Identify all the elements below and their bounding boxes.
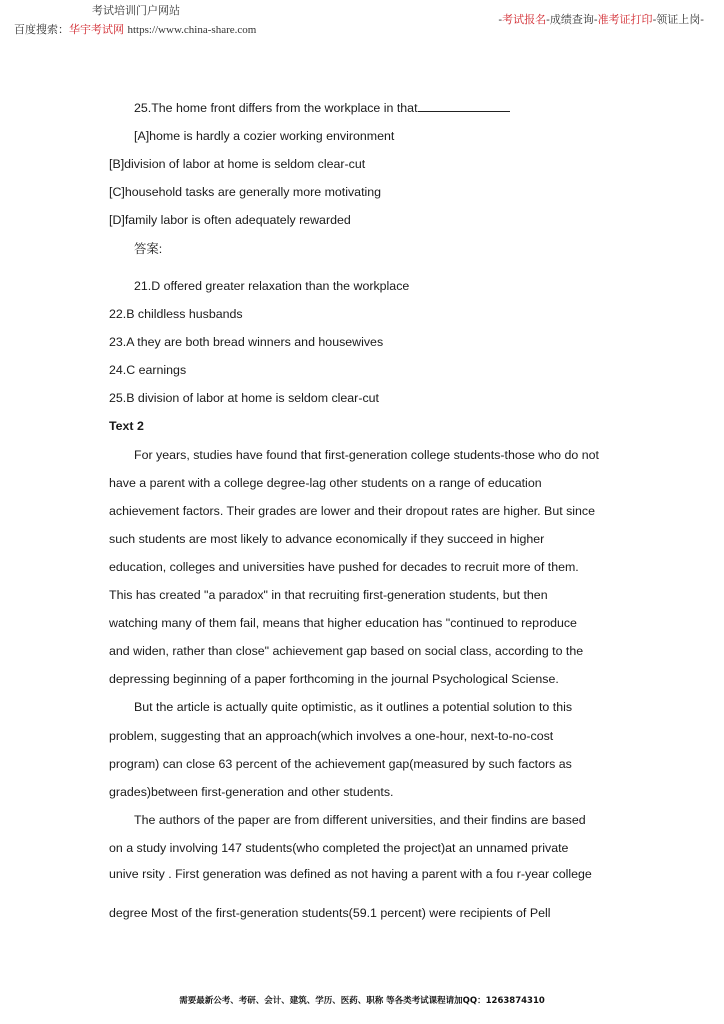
option-c: [C]household tasks are generally more motivating	[109, 185, 382, 199]
link-separator: -	[498, 13, 503, 26]
passage-line: problem, suggesting that an approach(which involves a one-hour, next-to-no-cost	[109, 729, 554, 743]
passage-line: depressing beginning of a paper forthcoming in the journal Psychological Sciense.	[109, 672, 559, 686]
passage-line: such students are most likely to advance economically if they succeed in higher	[109, 532, 545, 546]
footer-notice: 需要最新公考、考研、会计、建筑、学历、医药、职称 等各类考试课程请加QQ：1263874310	[179, 996, 545, 1006]
answer-blank	[418, 101, 510, 112]
link-separator: -	[652, 13, 657, 26]
header-links	[498, 11, 704, 27]
link-exam-registration[interactable]: 考试报名	[502, 13, 547, 26]
passage-line: degree Most of the first-generation students(59.1 percent) were recipients of Pell	[109, 906, 551, 920]
link-separator: -	[593, 13, 598, 26]
passage-line: education, colleges and universities have pushed for decades to recruit more of them.	[109, 560, 579, 574]
answer-item: 22.B childless husbands	[109, 307, 243, 321]
section-heading: Text 2	[109, 419, 144, 433]
link-admission-ticket[interactable]: 准考证打印	[597, 13, 653, 26]
passage-line: grades)between first-generation and other students.	[109, 785, 394, 799]
site-title: 考试培训门户网站	[92, 4, 180, 17]
answers-label: 答案:	[134, 242, 163, 256]
passage-line: unive rsity . First generation was defined as not having a parent with a fou r-year college	[109, 867, 592, 881]
link-certificate[interactable]: 领证上岗	[656, 13, 701, 26]
passage-line: This has created "a paradox" in that recruiting first-generation students, but then	[109, 588, 548, 602]
answer-item: 23.A they are both bread winners and housewives	[109, 335, 384, 349]
answer-item: 25.B division of labor at home is seldom clear-cut	[109, 391, 379, 405]
link-separator: -	[546, 13, 550, 26]
question-stem-text: 25.The home front differs from the workplace in that	[134, 101, 418, 115]
option-d: [D]family labor is often adequately rewarded	[109, 213, 351, 227]
brand-link[interactable]: 华宇考试网	[69, 23, 124, 36]
answer-item: 21.D offered greater relaxation than the workplace	[134, 279, 410, 293]
link-score-query[interactable]: 成绩查询	[549, 13, 594, 26]
passage-line: have a parent with a college degree-lag other students on a range of education	[109, 476, 542, 490]
passage-line: achievement factors. Their grades are lower and their dropout rates are higher. But since	[109, 504, 596, 518]
link-separator: -	[700, 13, 704, 26]
answer-item: 24.C earnings	[109, 363, 187, 377]
question-stem	[134, 101, 510, 115]
passage-line: on a study involving 147 students(who completed the project)at an unnamed private	[109, 841, 569, 855]
passage-line: program) can close 63 percent of the achievement gap(measured by such factors as	[109, 757, 572, 771]
search-hint	[14, 21, 256, 37]
passage-line: For years, studies have found that first-generation college students-those who do not	[134, 448, 599, 462]
passage-line: But the article is actually quite optimistic, as it outlines a potential solution to this	[134, 700, 573, 714]
search-label: 百度搜索：	[14, 23, 69, 36]
site-url[interactable]: https://www.china-share.com	[127, 24, 257, 36]
passage-line: and widen, rather than close" achievement gap based on social class, according to the	[109, 644, 584, 658]
passage-line: The authors of the paper are from different universities, and their findins are based	[134, 813, 586, 827]
passage-line: watching many of them fail, means that higher education has "continued to reproduce	[109, 616, 577, 630]
option-b: [B]division of labor at home is seldom clear-cut	[109, 157, 366, 171]
option-a: [A]home is hardly a cozier working environment	[134, 129, 395, 143]
